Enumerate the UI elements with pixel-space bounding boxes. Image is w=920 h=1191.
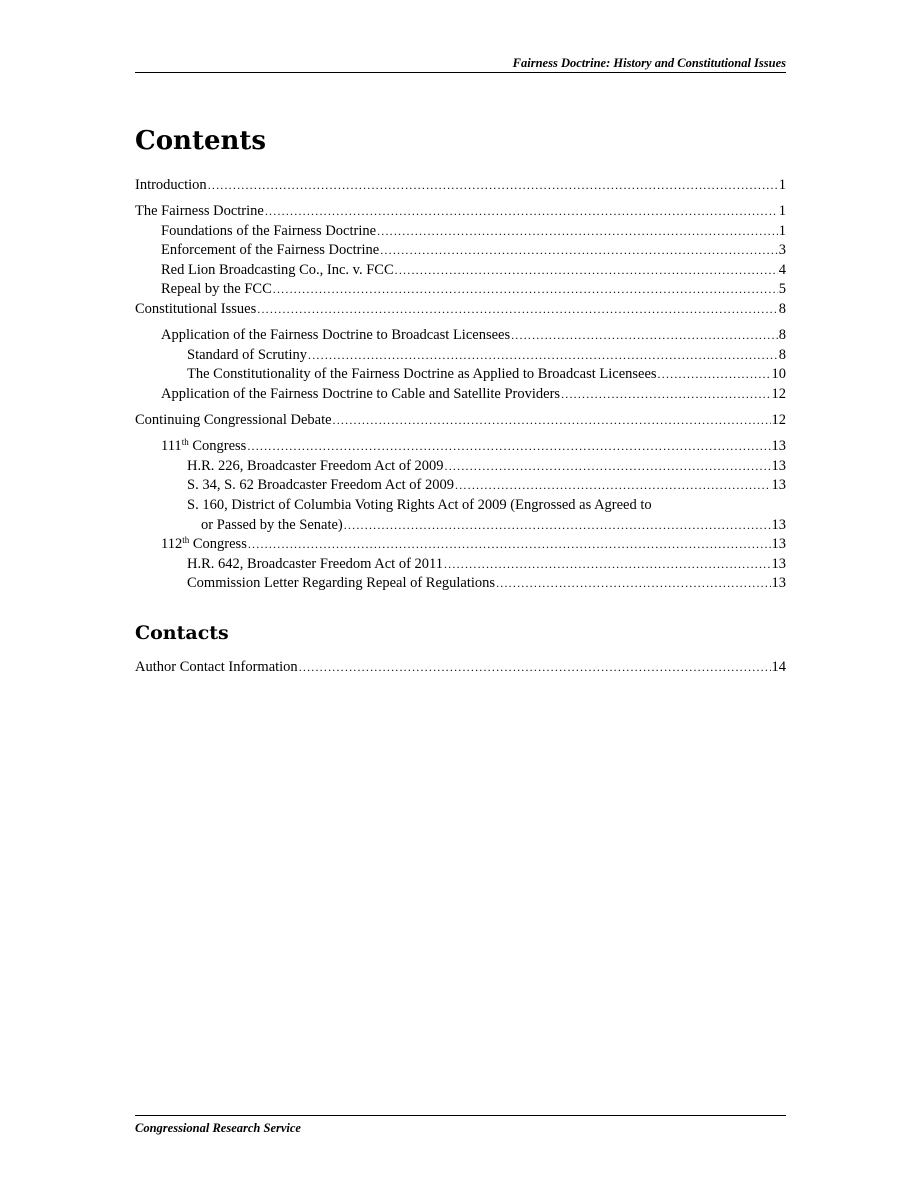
toc-entry-title: Constitutional Issues bbox=[135, 301, 257, 318]
dot-leader bbox=[444, 555, 771, 575]
toc-entry-constitutional-issues[interactable] bbox=[135, 300, 786, 320]
toc-entry-s-160[interactable] bbox=[135, 496, 786, 535]
toc-page-number: 13 bbox=[771, 516, 786, 533]
toc-entry-title: Commission Letter Regarding Repeal of Regulations bbox=[187, 575, 496, 592]
toc-page-number: 4 bbox=[778, 261, 786, 278]
toc-page-number: 13 bbox=[771, 457, 786, 474]
toc-page-number: 1 bbox=[778, 203, 786, 220]
toc-entry-title: Enforcement of the Fairness Doctrine bbox=[161, 242, 380, 259]
toc-entry-introduction[interactable] bbox=[135, 176, 786, 196]
dot-leader bbox=[308, 346, 778, 366]
toc-entry-title: Foundations of the Fairness Doctrine bbox=[161, 222, 377, 239]
dot-leader bbox=[208, 176, 778, 196]
toc-entry-title: Continuing Congressional Debate bbox=[135, 412, 332, 429]
toc-entry-author-contact[interactable] bbox=[135, 658, 786, 678]
congress-number: 111 bbox=[161, 438, 182, 455]
toc-entry-foundations[interactable] bbox=[135, 222, 786, 242]
toc-entry-title-line2-row bbox=[187, 516, 786, 536]
congress-label: Congress bbox=[188, 438, 247, 455]
footer-rule bbox=[135, 1115, 786, 1116]
toc-entry-application-broadcast[interactable] bbox=[135, 326, 786, 346]
toc-entry-constitutionality[interactable] bbox=[135, 365, 786, 385]
toc-entry-title: Red Lion Broadcasting Co., Inc. v. FCC bbox=[161, 261, 394, 278]
toc-entry-enforcement[interactable] bbox=[135, 241, 786, 261]
dot-leader bbox=[511, 326, 778, 346]
dot-leader bbox=[445, 457, 771, 477]
dot-leader bbox=[658, 365, 771, 385]
toc-page-number: 10 bbox=[771, 366, 786, 383]
toc-page-number: 13 bbox=[771, 575, 786, 592]
dot-leader bbox=[380, 241, 778, 261]
ordinal-suffix: th bbox=[182, 535, 190, 546]
toc-page-number: 3 bbox=[778, 242, 786, 259]
contacts-list bbox=[135, 658, 786, 678]
dot-leader bbox=[257, 300, 778, 320]
contents-heading: Contents bbox=[135, 126, 267, 156]
dot-leader bbox=[377, 222, 778, 242]
header-rule bbox=[135, 72, 786, 73]
toc-page-number: 12 bbox=[771, 412, 786, 429]
toc-entry-title bbox=[161, 535, 247, 555]
toc-entry-hr-226[interactable] bbox=[135, 457, 786, 477]
toc-entry-title: H.R. 642, Broadcaster Freedom Act of 2011 bbox=[187, 555, 443, 572]
dot-leader bbox=[265, 202, 778, 222]
toc-page-number: 1 bbox=[778, 177, 786, 193]
toc-page-number: 8 bbox=[778, 327, 786, 344]
toc-entry-title: Application of the Fairness Doctrine to Broadcast Licensees bbox=[161, 327, 511, 344]
toc-entry-red-lion[interactable] bbox=[135, 261, 786, 281]
dot-leader bbox=[248, 535, 771, 555]
toc-entry-fairness-doctrine[interactable] bbox=[135, 202, 786, 222]
toc-entry-s-34-s-62[interactable] bbox=[135, 476, 786, 496]
toc-entry-hr-642[interactable] bbox=[135, 555, 786, 575]
dot-leader bbox=[299, 658, 771, 678]
toc-entry-title: S. 34, S. 62 Broadcaster Freedom Act of 2009 bbox=[187, 477, 455, 494]
toc-page-number: 5 bbox=[778, 281, 786, 298]
toc-page-number: 13 bbox=[771, 536, 786, 553]
toc-entry-title: Repeal by the FCC bbox=[161, 281, 272, 298]
dot-leader bbox=[455, 476, 770, 496]
running-footer: Congressional Research Service bbox=[135, 1121, 301, 1135]
toc-page-number: 14 bbox=[771, 659, 786, 675]
toc-page-number: 8 bbox=[778, 301, 786, 318]
toc-page-number: 8 bbox=[778, 346, 786, 363]
toc-entry-title: Standard of Scrutiny bbox=[187, 346, 308, 363]
toc-entry-title bbox=[161, 437, 246, 457]
congress-label: Congress bbox=[189, 536, 247, 553]
toc-entry-standard-of-scrutiny[interactable] bbox=[135, 346, 786, 366]
contacts-heading: Contacts bbox=[135, 622, 229, 644]
toc-entry-title: The Fairness Doctrine bbox=[135, 203, 264, 220]
toc-entry-title-line1: S. 160, District of Columbia Voting Rights Act of 2009 (Engrossed as Agreed to bbox=[187, 496, 652, 513]
dot-leader bbox=[561, 385, 770, 405]
running-header: Fairness Doctrine: History and Constitutional Issues bbox=[512, 56, 786, 70]
toc-entry-commission-letter[interactable] bbox=[135, 574, 786, 594]
dot-leader bbox=[247, 437, 770, 457]
toc-entry-repeal-by-fcc[interactable] bbox=[135, 280, 786, 300]
toc-page-number: 13 bbox=[771, 477, 786, 494]
toc-entry-continuing-debate[interactable] bbox=[135, 411, 786, 431]
toc-page-number: 12 bbox=[771, 385, 786, 402]
toc-page-number: 13 bbox=[771, 438, 786, 455]
dot-leader bbox=[344, 516, 771, 536]
dot-leader bbox=[395, 261, 778, 281]
toc-entry-title: Application of the Fairness Doctrine to Cable and Satellite Providers bbox=[161, 385, 561, 402]
toc-entry-title: The Constitutionality of the Fairness Doctrine as Applied to Broadcast Licensees bbox=[187, 366, 657, 383]
ordinal-suffix: th bbox=[181, 437, 189, 448]
toc-entry-112th-congress[interactable] bbox=[135, 535, 786, 555]
dot-leader bbox=[333, 411, 771, 431]
toc-entry-111th-congress[interactable] bbox=[135, 437, 786, 457]
toc-page-number: 13 bbox=[771, 555, 786, 572]
toc-entry-application-cable[interactable] bbox=[135, 385, 786, 405]
toc-entry-title: Author Contact Information bbox=[135, 659, 298, 675]
dot-leader bbox=[273, 280, 778, 300]
dot-leader bbox=[496, 574, 770, 594]
toc-entry-title: Introduction bbox=[135, 177, 207, 193]
toc-entry-title-line2: or Passed by the Senate) bbox=[201, 516, 343, 533]
toc-entry-title: H.R. 226, Broadcaster Freedom Act of 2009 bbox=[187, 457, 444, 474]
congress-number: 112 bbox=[161, 536, 183, 553]
table-of-contents bbox=[135, 176, 786, 594]
toc-page-number: 1 bbox=[778, 222, 786, 239]
